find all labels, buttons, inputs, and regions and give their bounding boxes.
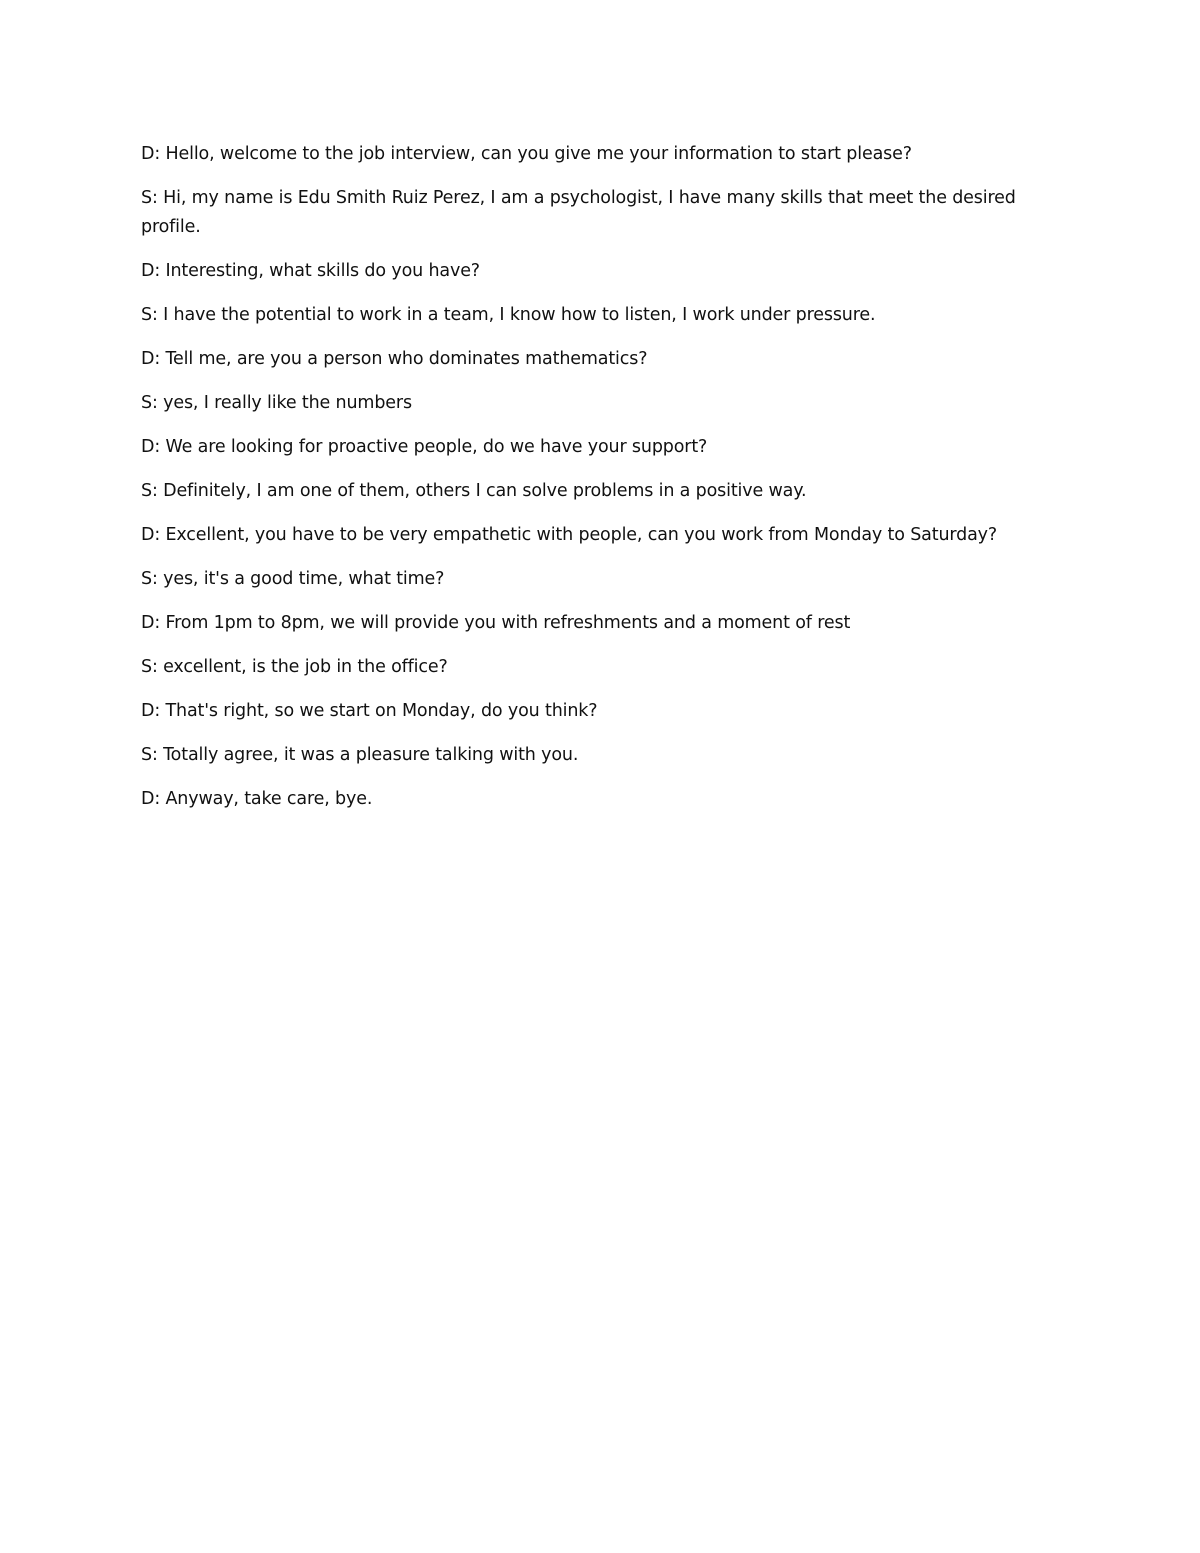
- dialogue-line: S: yes, it's a good time, what time?: [141, 569, 445, 589]
- dialogue-line: D: We are looking for proactive people, do we have your support?: [141, 437, 708, 457]
- dialogue-line: S: excellent, is the job in the office?: [141, 657, 448, 677]
- dialogue-line: S: Totally agree, it was a pleasure talking with you.: [141, 745, 579, 765]
- dialogue-line: S: Definitely, I am one of them, others I can solve problems in a positive way.: [141, 481, 807, 501]
- dialogue-line: D: Interesting, what skills do you have?: [141, 261, 480, 281]
- dialogue-line: D: That's right, so we start on Monday, do you think?: [141, 701, 598, 721]
- dialogue-line: D: Anyway, take care, bye.: [141, 789, 373, 809]
- dialogue-line: D: Tell me, are you a person who dominates mathematics?: [141, 349, 648, 369]
- dialogue-line: D: From 1pm to 8pm, we will provide you with refreshments and a moment of rest: [141, 613, 851, 633]
- dialogue-line: D: Excellent, you have to be very empathetic with people, can you work from Monday to Saturday?: [141, 525, 998, 545]
- dialogue-line: S: I have the potential to work in a team, I know how to listen, I work under pressure.: [141, 305, 876, 325]
- dialogue-text: [141, 140, 1041, 829]
- dialogue-line: D: Hello, welcome to the job interview, can you give me your information to start please?: [141, 144, 912, 164]
- dialogue-line: S: Hi, my name is Edu Smith Ruiz Perez, I am a psychologist, I have many skills that meet the desired profile.: [141, 188, 1016, 237]
- dialogue-line: S: yes, I really like the numbers: [141, 393, 412, 413]
